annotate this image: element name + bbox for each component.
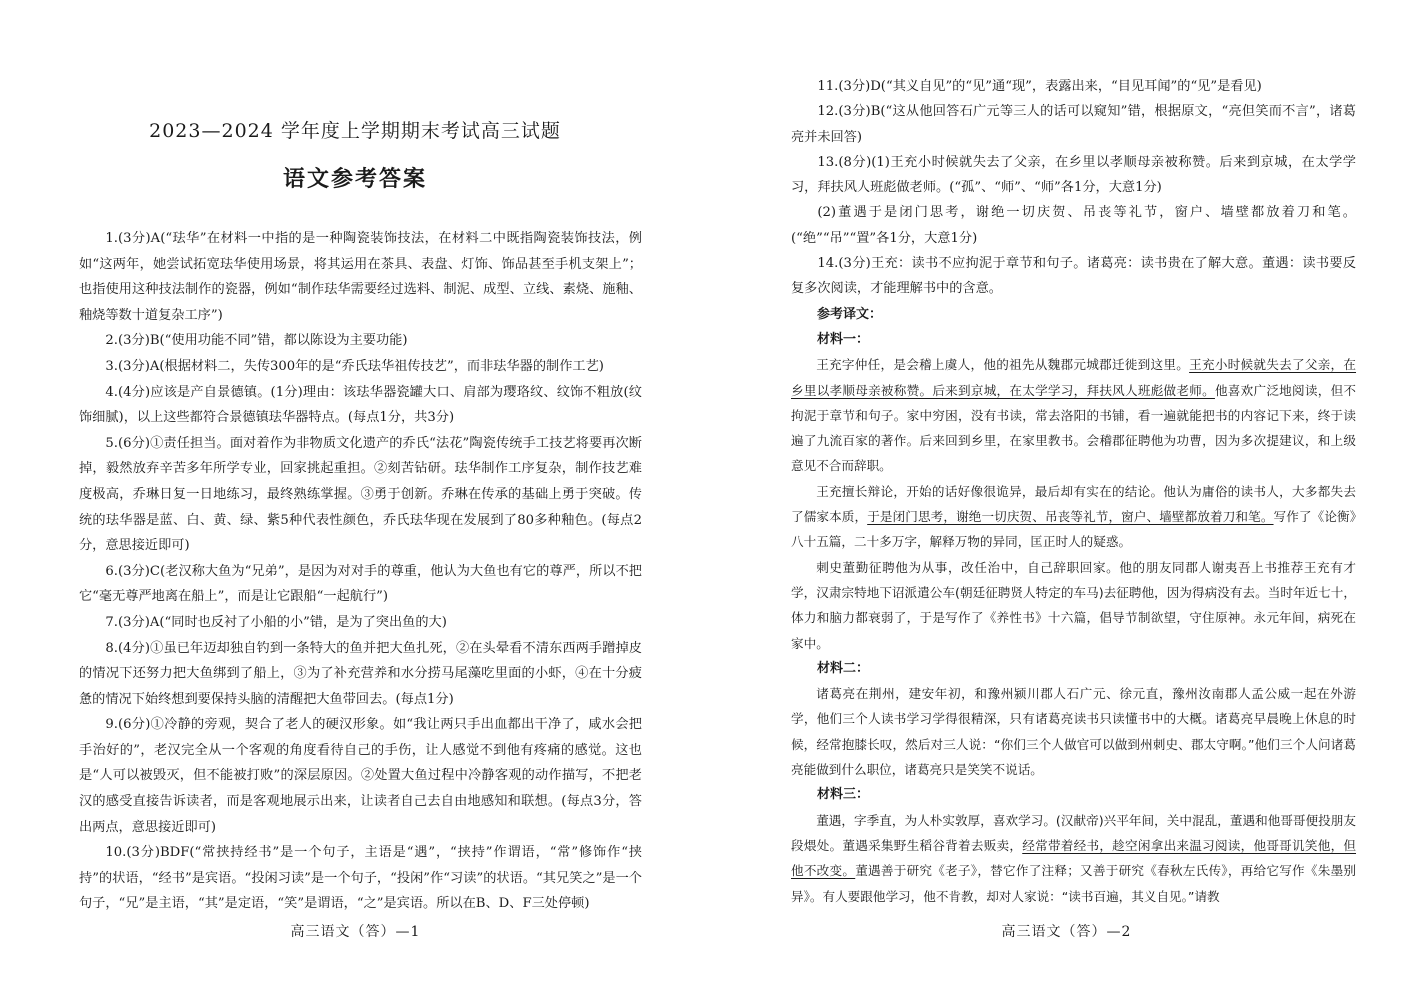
answer-11: 11.(3分)D(“其义自见”的“见”通“现”，表露出来，“目见耳闻”的“见”是看见) bbox=[817, 79, 1262, 94]
right-page bbox=[711, 0, 1422, 1006]
page-footer-1: 高三语文（答）—1 bbox=[290, 924, 421, 940]
answer-14: 14.(3分)王充：读书不应拘泥于章节和句子。诸葛亮：读书贵在了解大意。董遇：读书要反复多次阅读，才能理解书中的含意。 bbox=[791, 256, 1356, 297]
material-1-paragraph-1 bbox=[791, 352, 1356, 478]
text-span: 王充擅长辩论，开始的话好像很诡异，最后却有实在的结论。他认为庸俗的读书人，大多都失去了儒家本质， bbox=[791, 483, 1356, 525]
answer-2: 2.(3分)B(“使用功能不同”错，都以陈设为主要功能) bbox=[105, 333, 408, 349]
answer-9: 9.(6分)①冷静的旁观，契合了老人的硬汉形象。如“我让两只手出血都出干净了，咸水会把手治好的”，老汉完全从一个客观的角度看待自己的手伤，让人感觉不到他有疼痛的感觉。这也是“人可以被毁灭，但不能被打败”的深层原因。②处置大鱼过程中冷静客观的动作描写，不把老汉的感受直接告诉读者，而是客观地展示出来，让读者自己去自由地感知和联想。(每点3分，答出两点，意思接近即可) bbox=[79, 717, 642, 835]
answer-4: 4.(4分)应该是产自景德镇。(1分)理由：该珐华器瓷罐大口、肩部为璎珞纹、纹饰不粗放(纹饰细腻)，以上这些都符合景德镇珐华器特点。(每点1分，共3分) bbox=[79, 384, 642, 426]
material-3-paragraph bbox=[791, 808, 1356, 909]
material-2-heading: 材料二： bbox=[817, 660, 870, 676]
underlined-text: 王充小时候就失去了父亲，在乡里以孝顺母亲被称赞。后来到京城，在太学学习，拜扶风人班彪做老师。 bbox=[791, 357, 1357, 398]
left-answer-list bbox=[79, 226, 642, 917]
answer-7: 7.(3分)A(“同时也反衬了小船的小”错，是为了突出鱼的大) bbox=[105, 614, 447, 630]
text-span: 王充字仲任，是会稽上虞人，他的祖先从魏郡元城郡迁徙到这里。 bbox=[816, 357, 1190, 373]
material-2-paragraph: 诸葛亮在荆州，建安年初，和豫州颍川郡人石广元、徐元直，豫州汝南郡人孟公威一起在外游学，他们三个人读书学习学得很精深，只有诸葛亮读书只读懂书中的大概。诸葛亮早晨晚上休息的时候，经常抱膝长叹，然后对三人说：“你们三个人做官可以做到州刺史、郡太守啊。”他们三个人问诸葛亮能做到什么职位，诸葛亮只是笑笑不说话。 bbox=[791, 686, 1356, 778]
answer-3: 3.(3分)A(根据材料二，失传300年的是“乔氏珐华祖传技艺”，而非珐华器的制作工艺) bbox=[105, 358, 604, 374]
answer-5: 5.(6分)①责任担当。面对着作为非物质文化遗产的乔氏“法花”陶瓷传统手工技艺将要再次断掉，毅然放弃辛苦多年所学专业，回家挑起重担。②刻苦钻研。珐华制作工序复杂，制作技艺难度极高，乔琳日复一日地练习，最终熟练掌握。③勇于创新。乔琳在传承的基础上勇于突破。传统的珐华器是蓝、白、黄、绿、紫5种代表性颜色，乔氏珐华现在发展到了80多种釉色。(每点2分，意思接近即可) bbox=[79, 435, 642, 554]
text-span: 他喜欢广泛地阅读，但不拘泥于章节和句子。家中穷困，没有书读，常去洛阳的书铺，看一遍就能把书的内容记下来，终于读遍了九流百家的著作。后来回到乡里，在家里教书。会稽郡征聘他为功曹，因为多次提建议，和上级意见不合而辞职。 bbox=[791, 382, 1357, 474]
answer-key-title: 语文参考答案 bbox=[282, 166, 427, 192]
answer-12: 12.(3分)B(“这从他回答石广元等三人的话可以窥知”错，根据原文，“亮但笑而不言”，诸葛亮并未回答) bbox=[791, 104, 1356, 145]
material-3-heading: 材料三： bbox=[817, 787, 870, 803]
answer-10: 10.(3分)BDF(“常挟持经书”是一个句子，主语是“遇”，“挟持”作谓语，“常”修饰作“挟持”的状语，“经书”是宾语。“投闲习读”是一个句子，“投闲”作“习读”的状语。“其兄笑之”是一个句子，“兄”是主语，“其”是定语，“笑”是谓语，“之”是宾语。所以在B、D、F三处停顿) bbox=[79, 845, 642, 912]
answer-13-2: (2)董遇于是闭门思考，谢绝一切庆贺、吊丧等礼节，窗户、墙壁都放着刀和笔。(“绝”“吊”“置”各1分，大意1分) bbox=[791, 205, 1356, 246]
underlined-text: 于是闭门思考，谢绝一切庆贺、吊丧等礼节，窗户、墙壁都放着刀和笔。 bbox=[867, 509, 1274, 525]
answer-8: 8.(4分)①虽已年迈却独自钓到一条特大的鱼并把大鱼扎死，②在头晕看不清东西两手蹭掉皮的情况下还努力把大鱼绑到了船上，③为了补充营养和水分捞马尾藻吃里面的小虾，④在十分疲惫的情况下始终想到要保持头脑的清醒把大鱼带回去。(每点1分) bbox=[79, 640, 642, 707]
translation-heading: 参考译文： bbox=[817, 306, 883, 322]
underlined-text: 经常带着经书，趁空闲拿出来温习阅读，他哥哥讥笑他，但他不改变。 bbox=[791, 837, 1357, 879]
exam-title: 2023—2024 学年度上学期期末考试高三试题 bbox=[149, 120, 561, 142]
material-1-heading: 材料一： bbox=[817, 331, 870, 347]
answer-1: 1.(3分)A(“珐华”在材料一中指的是一种陶瓷装饰技法，在材料二中既指陶瓷装饰技法，例如“这两年，她尝试拓宽珐华使用场景，将其运用在茶具、表盘、灯饰、饰品甚至手机支架上”；也指使用这种技法制作的瓷器，例如“制作珐华需要经过选料、制泥、成型、立线、素烧、施釉、釉烧等数十道复杂工序”) bbox=[79, 231, 642, 323]
text-span: 董遇善于研究《老子》，替它作了注释；又善于研究《春秋左氏传》，再给它写作《朱墨别异》。有人要跟他学习，他不肯教，却对人家说：“读书百遍，其义自见。”请教 bbox=[791, 863, 1357, 904]
text-span: 董遇，字季直，为人朴实敦厚，喜欢学习。(汉献帝)兴平年间，关中混乱，董遇和他哥哥便投朋友段煨处。董遇采集野生稻谷背着去贩卖， bbox=[791, 812, 1356, 853]
page-footer-2: 高三语文（答）—2 bbox=[1001, 924, 1132, 940]
answer-6: 6.(3分)C(老汉称大鱼为“兄弟”，是因为对对手的尊重，他认为大鱼也有它的尊严，所以不把它“毫无尊严地离在船上”，而是让它跟船“一起航行”) bbox=[79, 563, 642, 605]
text-span: 写作了《论衡》八十五篇，二十多万字，解释万物的异同，匡正时人的疑惑。 bbox=[791, 509, 1357, 550]
material-1-paragraph-2 bbox=[791, 479, 1356, 555]
answer-13-1: 13.(8分)(1)王充小时候就失去了父亲，在乡里以孝顺母亲被称赞。后来到京城，在太学学习，拜扶风人班彪做老师。(“孤”、“师”、“师”各1分，大意1分) bbox=[791, 154, 1356, 196]
right-answer-list bbox=[791, 74, 1356, 909]
material-1-paragraph-3: 刺史董勤征聘他为从事，改任治中，自己辞职回家。他的朋友同郡人谢夷吾上书推荐王充有才学，汉肃宗特地下诏派遣公车(朝廷征聘贤人特定的车马)去征聘他，因为得病没有去。当时年近七十，体力和脑力都衰弱了，于是写作了《养性书》十六篇，倡导节制欲望，守住原神。永元年间，病死在家中。 bbox=[791, 559, 1356, 651]
